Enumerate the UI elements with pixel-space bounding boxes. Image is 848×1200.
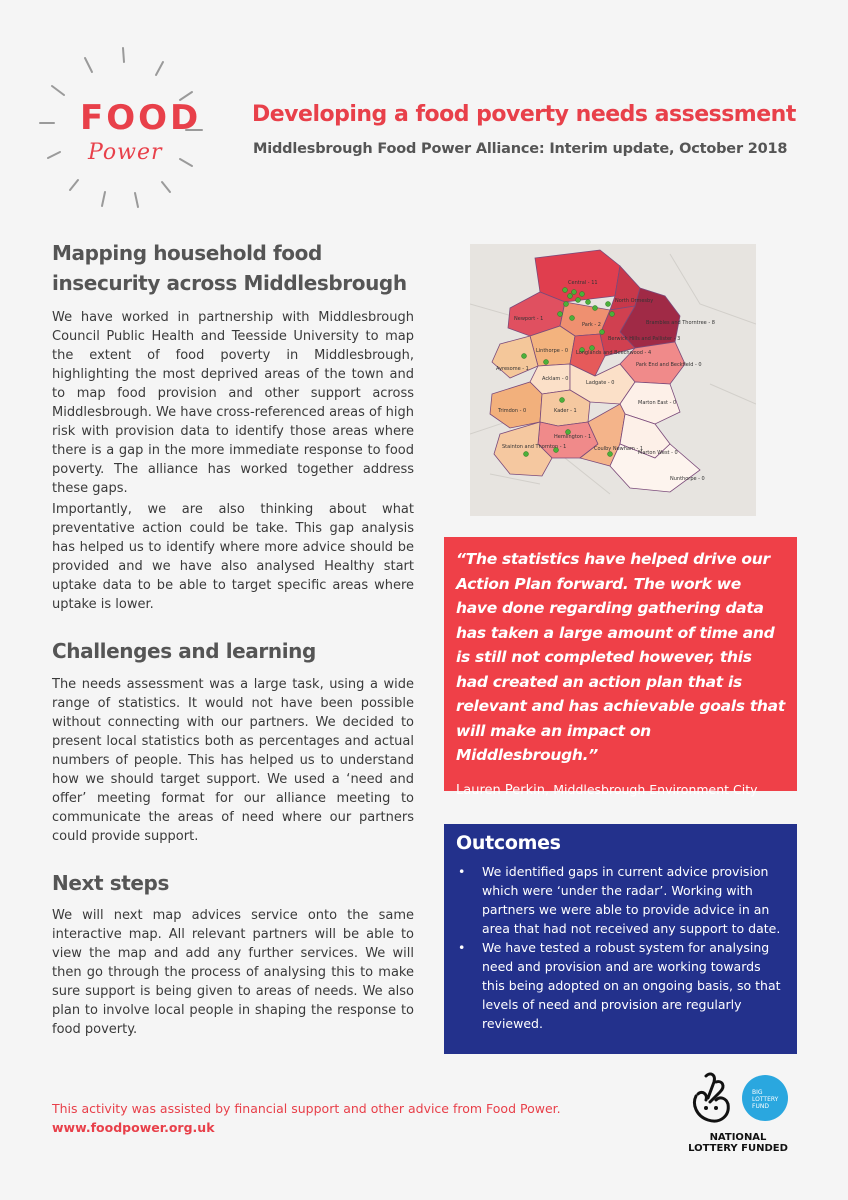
map-label: Brambles and Thorntree - 8 xyxy=(646,320,715,326)
ward-map xyxy=(470,244,756,516)
section-heading-next-steps: Next steps xyxy=(52,871,169,895)
map-label: Park - 2 xyxy=(582,322,601,328)
outcome-text: We have tested a robust system for analysing need and provision and are working towards this being adopted on an ongoing basis, so that levels of need and provision are regularly reviewed. xyxy=(482,940,781,1031)
funder-line: LOTTERY FUNDED xyxy=(688,1143,788,1154)
section-heading-challenges: Challenges and learning xyxy=(52,639,316,663)
svg-text:FUND: FUND xyxy=(752,1103,769,1110)
map-label: Newport - 1 xyxy=(514,316,544,322)
section-paragraph: Importantly, we are also thinking about what preventative action could be take. This gap analysis has helped us to identify where more advice should be provided and we have also analysed Healthy start uptake data to be able to target specific areas where uptake is lower. xyxy=(52,502,414,612)
quote-box xyxy=(444,537,797,798)
funder-line: NATIONAL xyxy=(709,1132,767,1143)
quote-author-name: Lauren Perkin, xyxy=(456,782,550,798)
section-paragraph: We have worked in partnership with Middlesbrough Council Public Health and Teesside University to map the extent of food poverty in Middlesbrough, highlighting the most deprived areas of the town and to map food provision and other support across Middlesbrough. We have cross-referenced areas of high risk with provision data to identify those areas where there is a gap in the more immediate response to food poverty. The alliance has worked together address these gaps. xyxy=(52,310,414,496)
map-label: Nunthorpe - 0 xyxy=(670,476,705,482)
footer-link[interactable]: www.foodpower.org.uk xyxy=(52,1120,215,1135)
svg-text:BIG: BIG xyxy=(752,1089,763,1096)
map-label: Acklam - 0 xyxy=(542,376,569,382)
map-label: Marton West - 0 xyxy=(638,450,678,456)
section-heading-mapping: Mapping household food insecurity across Middlesbrough xyxy=(52,241,407,295)
list-item xyxy=(456,938,785,1033)
footer-note: This activity was assisted by financial support and other advice from Food Power. xyxy=(52,1101,561,1116)
bullet-icon: • xyxy=(458,940,466,955)
quote-author-org: Middlesbrough Environment City xyxy=(553,781,758,797)
map-label: North Ormesby xyxy=(615,298,654,304)
map-label: Hemlington - 1 xyxy=(554,434,592,440)
map-label: Stainton and Thornton - 1 xyxy=(502,444,567,450)
map-label: Berwick Hills and Pallister - 3 xyxy=(608,336,681,342)
logo-word-food: FOOD xyxy=(80,98,202,138)
bullet-icon: • xyxy=(458,864,466,879)
map-label: Kader - 1 xyxy=(554,408,577,414)
logo-word-power: Power xyxy=(88,140,163,165)
map-label: Ayresome - 1 xyxy=(496,366,529,372)
map-label: Park End and Beckfield - 0 xyxy=(636,362,702,368)
quote-author xyxy=(456,782,785,798)
crossed-fingers-icon xyxy=(686,1070,738,1126)
national-lottery-funded-label xyxy=(684,1132,792,1154)
big-lottery-fund-logo xyxy=(741,1074,789,1122)
outcome-text: We identified gaps in current advice provision which were ‘under the radar’. Working with partners we were able to provide advice in an area that had not received any support to date. xyxy=(482,864,781,936)
map-label: Trimdon - 0 xyxy=(498,408,527,414)
page-subtitle: Middlesbrough Food Power Alliance: Interim update, October 2018 xyxy=(253,141,788,157)
map-label: Central - 11 xyxy=(568,280,598,286)
page-title: Developing a food poverty needs assessment xyxy=(252,102,796,127)
map-label: Longlands and Beechwood - 4 xyxy=(576,350,652,356)
section-paragraph: We will next map advices service onto the same interactive map. All relevant partners will be able to view the map and add any further services. We will then go through the process of analysing this to make sure support is being given to areas of needs. We also plan to involve local people in shaping the response to food poverty. xyxy=(52,908,414,1037)
quote-text: “The statistics have helped drive our Action Plan forward. The work we have done regarding gathering data has taken a large amount of time and is still not completed however, this had created an action plan that is relevant and has achievable goals that will make an impact on Middlesbrough.” xyxy=(456,550,785,764)
outcomes-heading: Outcomes xyxy=(456,832,561,854)
map-label: Marton East - 0 xyxy=(638,400,677,406)
outcomes-box xyxy=(444,824,797,1054)
section-paragraph: The needs assessment was a large task, using a wide range of statistics. It would not have been possible without connecting with our partners. We decided to present local statistics both as percentages and actual numbers of people. This has helped us to understand how we should target support. We used a ‘need and offer’ meeting format for our alliance meeting to communicate the areas of need where our partners could provide support. xyxy=(52,677,414,844)
list-item xyxy=(456,862,785,938)
svg-text:LOTTERY: LOTTERY xyxy=(752,1096,779,1103)
map-label: Ladgate - 0 xyxy=(586,380,615,386)
food-power-logo xyxy=(30,40,210,220)
map-label: Coulby Newham - 1 xyxy=(594,446,644,452)
map-label: Linthorpe - 0 xyxy=(536,348,569,354)
